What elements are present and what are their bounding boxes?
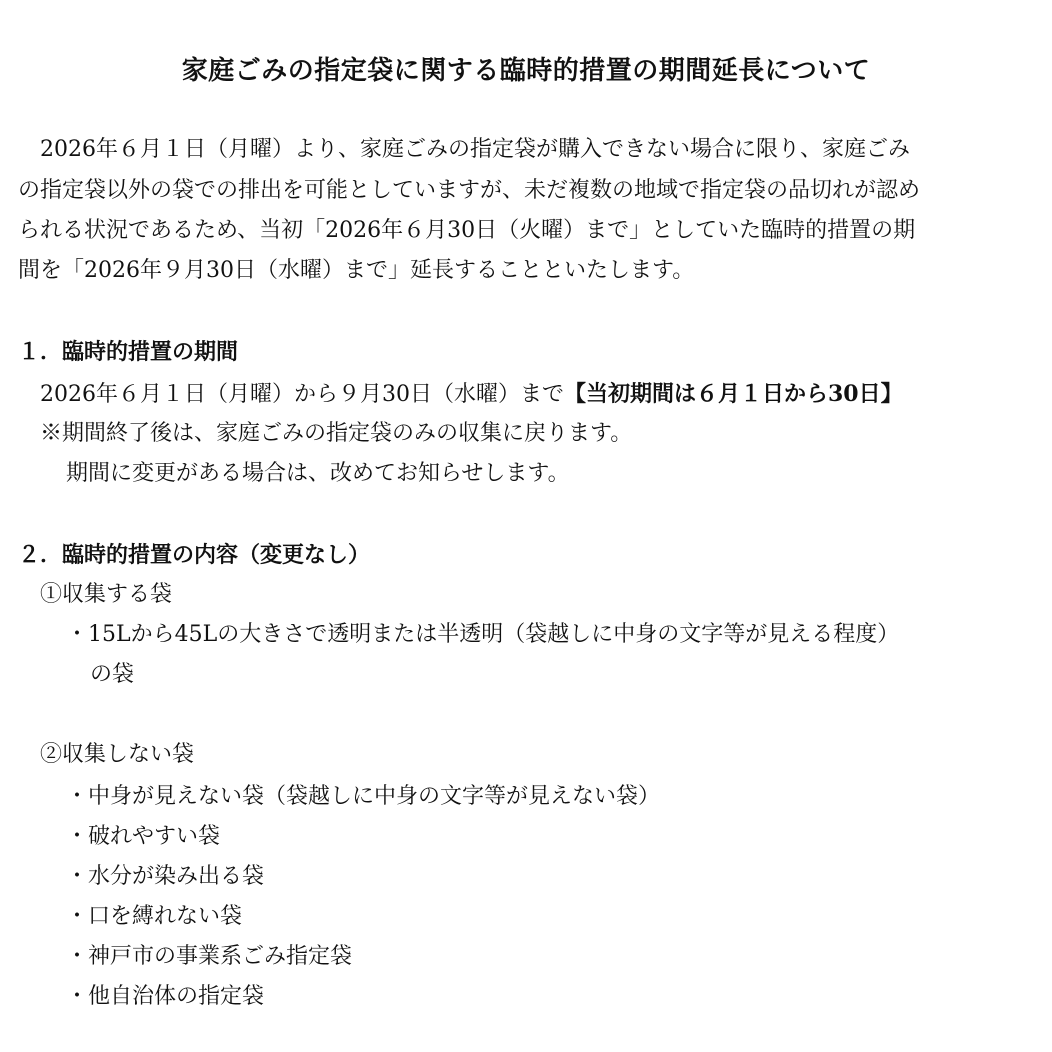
- period-note: 【当初期間は６月１日から30日】: [563, 381, 903, 407]
- section1-note-1: ※期間終了後は、家庭ごみの指定袋のみの収集に戻ります。: [40, 421, 633, 446]
- collect-item-line-2: の袋: [90, 662, 135, 687]
- intro-line-2: の指定袋以外の袋での排出を可能としていますが、未だ複数の地域で指定袋の品切れが認め: [18, 178, 921, 203]
- section2-heading: ２．臨時的措置の内容（変更なし）: [18, 542, 371, 568]
- intro-line-3: られる状況であるため、当初「2026年６月30日（火曜）まで」としていた臨時的措置の期: [18, 218, 916, 243]
- period-text: 2026年６月１日（月曜）から９月30日（水曜）まで: [40, 382, 564, 407]
- intro-line-1: 2026年６月１日（月曜）より、家庭ごみの指定袋が購入できない場合に限り、家庭ごみ: [18, 137, 910, 162]
- not-collect-item: ・口を縛れない袋: [66, 904, 243, 929]
- document-title: 家庭ごみの指定袋に関する臨時的措置の期間延長について: [181, 56, 871, 86]
- not-collect-item: ・中身が見えない袋（袋越しに中身の文字等が見えない袋）: [66, 784, 661, 809]
- intro-line-4: 間を「2026年９月30日（水曜）まで」延長することといたします。: [18, 258, 695, 283]
- collect-item-line-1: ・15Lから45Lの大きさで透明または半透明（袋越しに中身の文字等が見える程度）: [66, 622, 900, 647]
- not-collect-heading: ②収集しない袋: [40, 742, 195, 767]
- not-collect-item: ・他自治体の指定袋: [66, 984, 265, 1009]
- section1-heading: １．臨時的措置の期間: [18, 339, 239, 365]
- not-collect-item: ・神戸市の事業系ごみ指定袋: [66, 944, 353, 969]
- not-collect-item: ・破れやすい袋: [66, 824, 221, 849]
- not-collect-item: ・水分が染み出る袋: [66, 864, 265, 889]
- section1-note-2: 期間に変更がある場合は、改めてお知らせします。: [66, 461, 570, 486]
- collect-heading: ①収集する袋: [40, 582, 173, 607]
- section1-period: [40, 374, 903, 414]
